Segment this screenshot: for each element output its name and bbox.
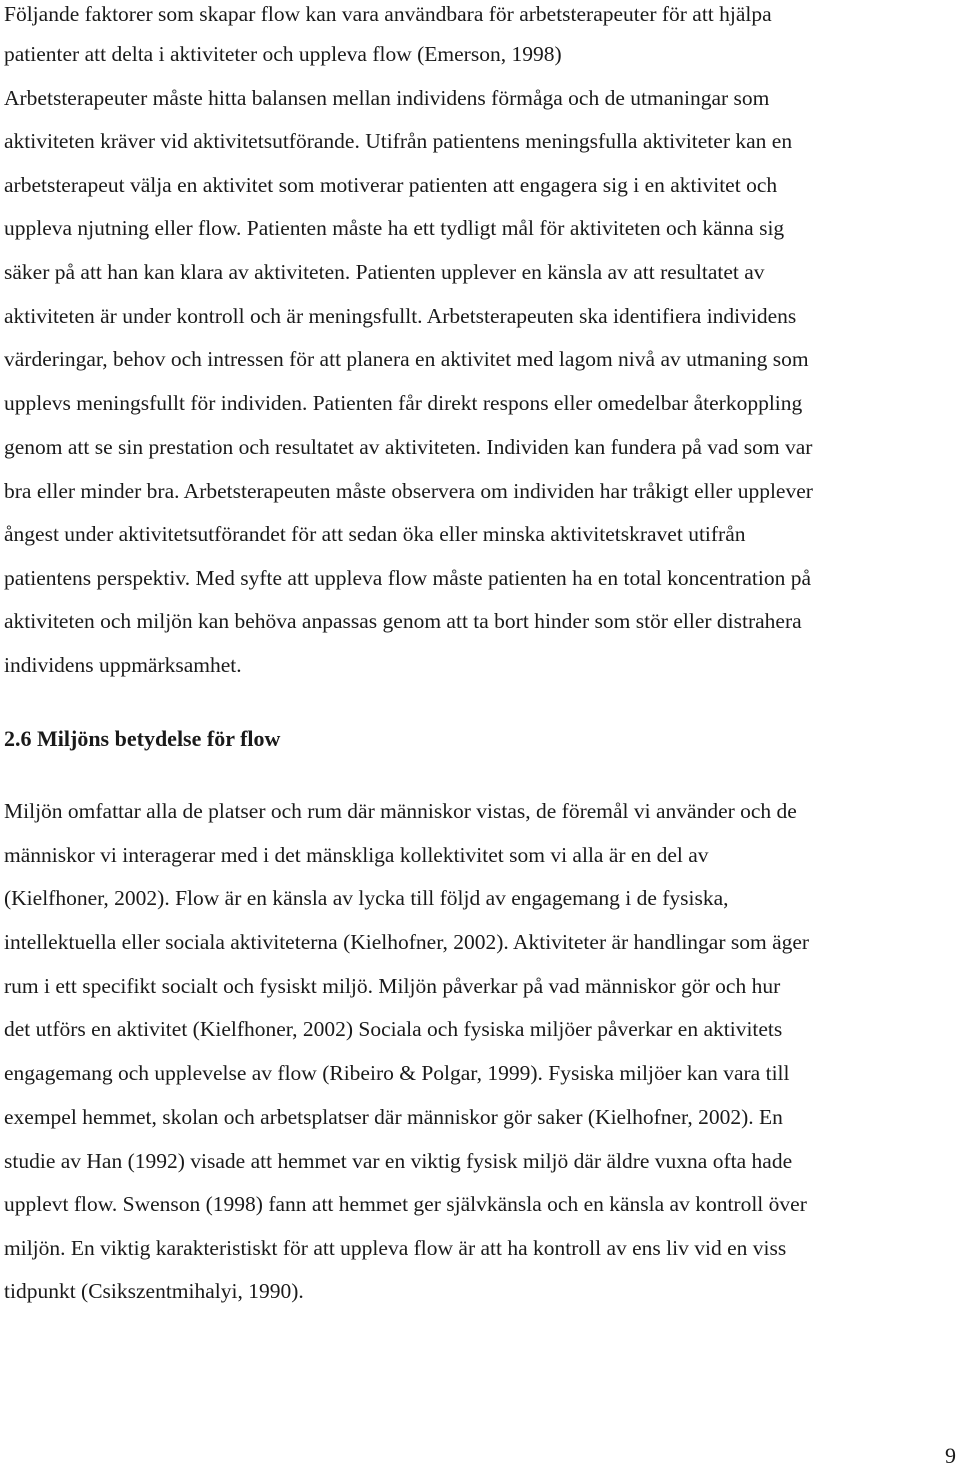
text-line: det utförs en aktivitet (Kielfhoner, 2002) Sociala och fysiska miljöer påverkar en aktivitets [4,1017,783,1041]
text-line: aktiviteten och miljön kan behöva anpassas genom att ta bort hinder som stör eller distrahera [4,609,802,633]
text-line: genom att se sin prestation och resultatet av aktiviteten. Individen kan fundera på vad som var [4,435,813,459]
text-line: bra eller minder bra. Arbetsterapeuten måste observera om individen har tråkigt eller upplever [4,479,813,503]
text-line: Miljön omfattar alla de platser och rum där människor vistas, de föremål vi använder och de [4,799,797,823]
text-line: Följande faktorer som skapar flow kan vara användbara för arbetsterapeuter för att hjälpa [4,2,772,26]
text-line: rum i ett specifikt socialt och fysiskt miljö. Miljön påverkar på vad människor gör och hur [4,974,781,998]
page-number: 9 [945,1443,956,1468]
text-line: patientens perspektiv. Med syfte att uppleva flow måste patienten ha en total koncentration på [4,566,811,590]
text-line: aktiviteten är under kontroll och är meningsfullt. Arbetsterapeuten ska identifiera individens [4,304,797,328]
text-line: upplevs meningsfullt för individen. Patienten får direkt respons eller omedelbar återkoppling [4,391,803,415]
text-line: ångest under aktivitetsutförandet för att sedan öka eller minska aktivitetskravet utifrån [4,522,746,546]
text-line: (Kielfhoner, 2002). Flow är en känsla av lycka till följd av engagemang i de fysiska, [4,886,729,910]
text-line: aktiviteten kräver vid aktivitetsutförande. Utifrån patientens meningsfulla aktiviteter kan en [4,129,793,153]
text-line: intellektuella eller sociala aktiviteterna (Kielhofner, 2002). Aktiviteter är handlingar som äger [4,930,810,954]
text-line: engagemang och upplevelse av flow (Ribeiro & Polgar, 1999). Fysiska miljöer kan vara till [4,1061,790,1085]
text-line: tidpunkt (Csikszentmihalyi, 1990). [4,1279,304,1303]
text-line: Arbetsterapeuter måste hitta balansen mellan individens förmåga och de utmaningar som [4,86,770,110]
text-line: uppleva njutning eller flow. Patienten måste ha ett tydligt mål för aktiviteten och känna sig [4,216,785,240]
text-line: studie av Han (1992) visade att hemmet var en viktig fysisk miljö där äldre vuxna ofta hade [4,1149,793,1173]
text-line: patienter att delta i aktiviteter och uppleva flow (Emerson, 1998) [4,42,562,66]
text-line: arbetsterapeut välja en aktivitet som motiverar patienten att engagera sig i en aktivitet och [4,173,778,197]
text-line: värderingar, behov och intressen för att planera en aktivitet med lagom nivå av utmaning som [4,347,809,371]
text-line: exempel hemmet, skolan och arbetsplatser där människor gör saker (Kielhofner, 2002). En [4,1105,783,1129]
section-heading: 2.6 Miljöns betydelse för flow [4,726,281,751]
text-line: individens uppmärksamhet. [4,653,242,677]
text-line: människor vi interagerar med i det mänskliga kollektivitet som vi alla är en del av [4,843,709,867]
text-line: miljön. En viktig karakteristiskt för att uppleva flow är att ha kontroll av ens liv vid en viss [4,1236,787,1260]
text-line: säker på att han kan klara av aktiviteten. Patienten upplever en känsla av att resultatet av [4,260,765,284]
text-line: upplevt flow. Swenson (1998) fann att hemmet ger självkänsla och en känsla av kontroll över [4,1192,807,1216]
